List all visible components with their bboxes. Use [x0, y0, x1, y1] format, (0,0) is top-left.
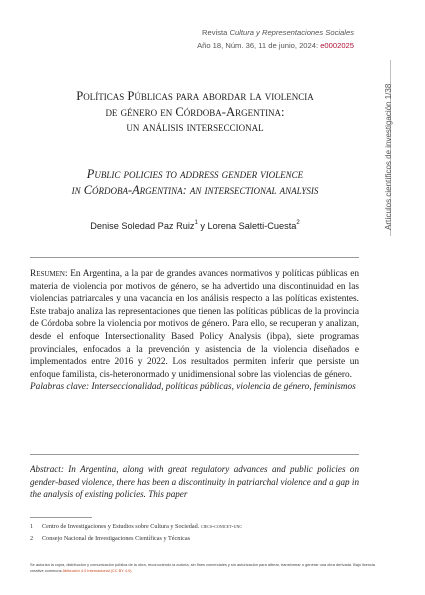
footnote-rule [30, 517, 92, 518]
abstract-body: En Argentina, a la par de grandes avances normativos y políticas públicas en materia de violencia por motivos de género, se ha advertido una discontinuidad en las violencias patriarcales y una vacancia en los análisis respecto a las políticas existentes. Este trabajo analiza las representaciones que tienen las políticas públicas de la provincia de Córdoba sobre la violencia por motivos de género. Para ello, se recuperan y analizan, desde el enfoque Intersectionality Based Policy Analysis (ibpa), siete programas provinciales, enfocados a la prevención y asistencia de la violencia diseñados e implementados entre 2016 y 2022. Los resultados permiten inferir que persiste un enfoque familista, cis-heteronormado y unidimensional sobre las violencias de género. [30, 269, 359, 380]
footnote-2-text: Consejo Nacional de Investigaciones Científicas y Técnicas [42, 535, 190, 542]
title-spanish-line-3: un análisis interseccional [126, 120, 264, 135]
license-notice [30, 562, 385, 574]
title-english-line-1: Public policies to address gender violence [86, 167, 304, 181]
doi-code[interactable]: e0002025 [320, 41, 354, 50]
keywords: Palabras clave: Interseccionalidad, políticas públicas, violencia de género, feminismos [30, 382, 356, 393]
title-spanish [30, 89, 360, 136]
author-1-footnote-mark[interactable]: 1 [194, 220, 198, 226]
title-english [30, 167, 360, 199]
footnote-1-number: 1 [30, 523, 34, 530]
author-joiner: y [197, 221, 208, 231]
license-link[interactable]: Atribución 4.0 Internacional (CC BY 4.0) [62, 568, 132, 573]
author-2: Lorena Saletti-Cuesta [207, 221, 297, 231]
issue-line [197, 41, 354, 50]
title-english-line-2: in Córdoba-Argentina: an intersectional analysis [71, 182, 319, 197]
issue-info: Año 18, Núm. 36, 11 de junio, 2024: [197, 41, 321, 50]
footnote-1 [30, 523, 370, 530]
footnote-2-number: 2 [30, 535, 34, 542]
abstract-english: Abstract: In Argentina, along with great regulatory advances and public policies on gender-based violence, there has been a discontinuity in patriarchal violence and a gap in the analysis of existing policies. This paper [30, 464, 359, 500]
title-spanish-line-2: de género en Córdoba-Argentina: [105, 104, 285, 119]
author-1: Denise Soledad Paz Ruiz [90, 221, 195, 231]
footnote-1-acronym: ciecs-conicet-unc [200, 523, 243, 530]
abstract-spanish [30, 268, 359, 394]
abstract-label: Resumen: [30, 269, 68, 279]
abstract-top-rule [30, 257, 359, 258]
footnote-1-text: Centro de Investigaciones y Estudios sobre Cultura y Sociedad. [42, 523, 201, 530]
author-2-footnote-mark[interactable]: 2 [296, 220, 300, 226]
sidebar-label: Artículos científicos de investigación 1/38 [384, 83, 393, 230]
journal-name [202, 28, 354, 37]
abstract-divider [30, 454, 359, 455]
journal-title: Cultura y Representaciones Sociales [229, 28, 354, 37]
journal-prefix: Revista [202, 28, 230, 37]
title-spanish-line-1: Políticas Públicas para abordar la violencia [76, 89, 314, 103]
authors [30, 221, 360, 231]
footnote-2 [30, 535, 370, 542]
license-text: Se autoriza la copia, distribución y comunicación pública de la obra, reconociendo la autoría, sin fines comerciales y sin autorización para alterar, transformar o generar una obra derivada. Bajo licencia creative commons [30, 562, 375, 573]
